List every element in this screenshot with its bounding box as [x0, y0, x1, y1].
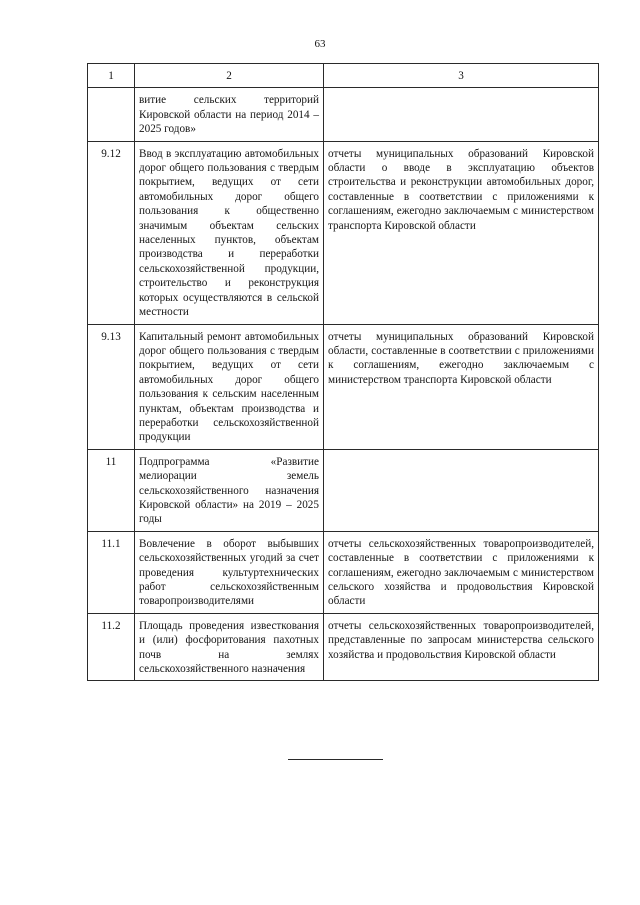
indicator-name: Капитальный ремонт автомобильных дорог общего пользования с твердым покрытием, ведущих от сети автомобильных дорог общего пользования к сельским населенным пунктам, объектам производства и переработки сельскохозяйственной продукции	[135, 324, 324, 449]
column-header-number: 1	[88, 64, 135, 88]
indicator-name: Подпрограмма «Развитие мелиорации земель сельскохозяйственного назначения Кировской области» на 2019 – 2025 годы	[135, 449, 324, 531]
table-row	[88, 324, 599, 449]
table-row	[88, 88, 599, 141]
page-number: 63	[314, 38, 326, 50]
row-number: 11.1	[88, 531, 135, 613]
row-number: 11	[88, 449, 135, 531]
data-source: отчеты муниципальных образований Кировской области о вводе в эксплуатацию объектов строительства и реконструкции автомобильных дорог, составленные в соответствии с приложениями к соглашениям, ежегодно заключаемым с министерством транспорта Кировской области	[324, 141, 599, 324]
table-row	[88, 141, 599, 324]
data-source	[324, 449, 599, 531]
indicator-name: Вовлечение в оборот выбывших сельскохозяйственных угодий за счет проведения культуртехнических работ сельскохозяйственным товаропроизводителями	[135, 531, 324, 613]
indicator-name: Ввод в эксплуатацию автомобильных дорог общего пользования с твердым покрытием, ведущих от сети автомобильных дорог общего пользования к общественно значимым объектам сельских населенных пунктов, объектам производства и переработки сельскохозяйственной продукции, строительство и реконструкция которых осуществляются в сельской местности	[135, 141, 324, 324]
table-row	[88, 531, 599, 613]
indicator-source-table	[87, 63, 599, 681]
column-header-indicator: 2	[135, 64, 324, 88]
data-source: отчеты муниципальных образований Кировской области, составленные в соответствии с приложениями к соглашениям, ежегодно заключаемым с министерством транспорта Кировской области	[324, 324, 599, 449]
row-number: 9.13	[88, 324, 135, 449]
data-source: отчеты сельскохозяйственных товаропроизводителей, составленные в соответствии с приложениями к соглашениям, ежегодно заключаемым с министерством сельского хозяйства и продовольствия Кировской области	[324, 531, 599, 613]
indicator-name: Площадь проведения известкования и (или) фосфоритования пахотных почв на землях сельскохозяйственного назначения	[135, 613, 324, 681]
indicator-name: витие сельских территорий Кировской области на период 2014 – 2025 годов»	[135, 88, 324, 141]
row-number	[88, 88, 135, 141]
column-header-source: 3	[324, 64, 599, 88]
row-number: 9.12	[88, 141, 135, 324]
end-divider-line	[288, 759, 383, 760]
data-source: отчеты сельскохозяйственных товаропроизводителей, представленные по запросам министерства сельского хозяйства и продовольствия Кировской области	[324, 613, 599, 681]
table-header-row	[88, 64, 599, 88]
data-source	[324, 88, 599, 141]
row-number: 11.2	[88, 613, 135, 681]
table-row	[88, 613, 599, 681]
table-row	[88, 449, 599, 531]
